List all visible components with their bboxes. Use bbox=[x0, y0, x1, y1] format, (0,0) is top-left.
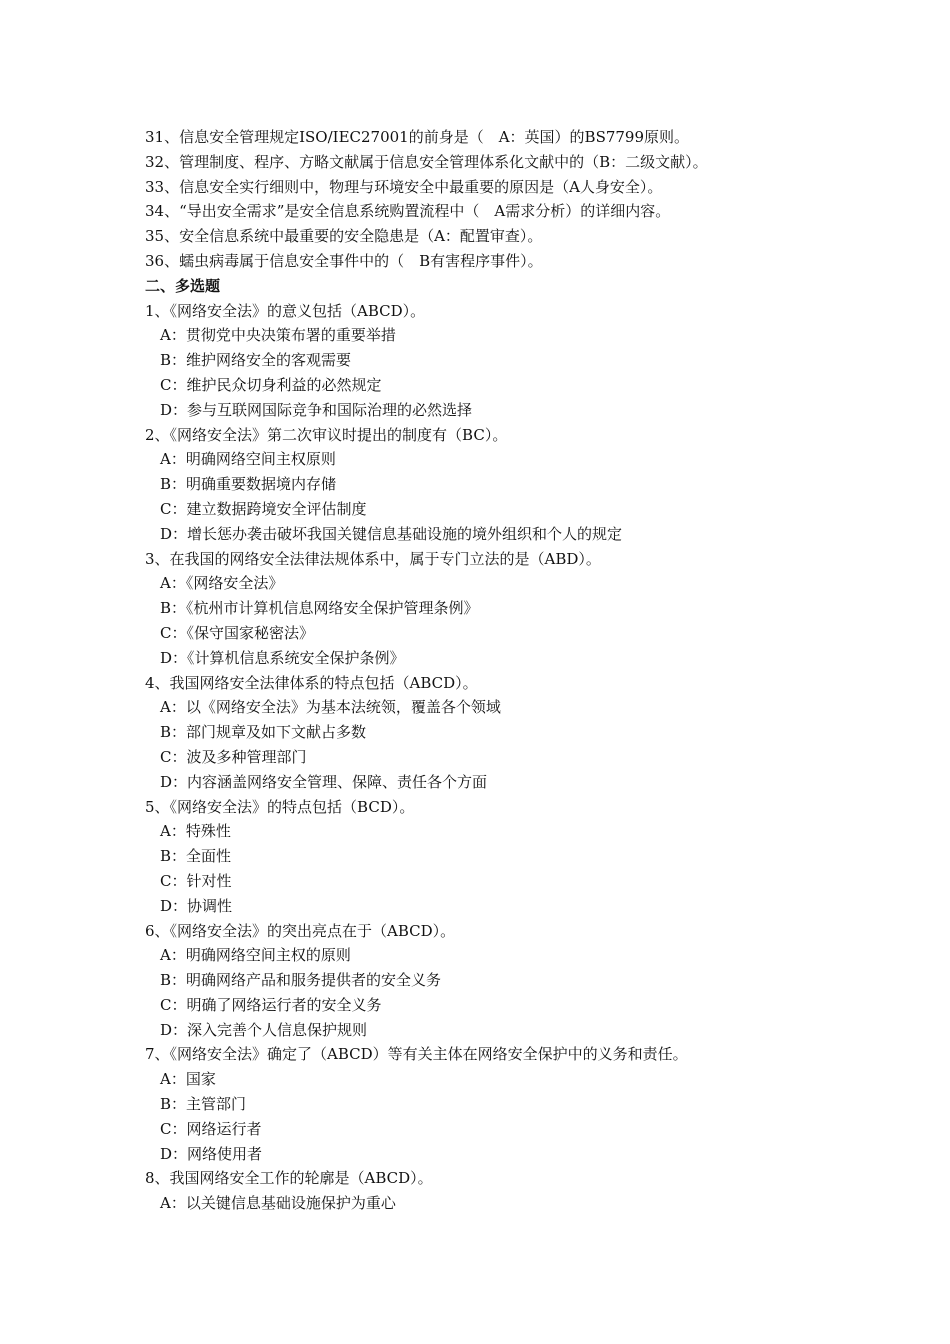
question-5 bbox=[145, 795, 925, 919]
question-7 bbox=[145, 1042, 925, 1166]
option-c: C：网络运行者 bbox=[160, 1119, 262, 1138]
question-6 bbox=[145, 919, 925, 1043]
answer-line-32: 32、管理制度、程序、方略文献属于信息安全管理体系化文献中的（B：二级文献）。 bbox=[145, 152, 708, 171]
option-d: D：内容涵盖网络安全管理、保障、责任各个方面 bbox=[160, 772, 488, 791]
answer-line-33: 33、信息安全实行细则中，物理与环境安全中最重要的原因是（A人身安全）。 bbox=[145, 177, 663, 196]
option-c: C：针对性 bbox=[160, 871, 232, 890]
option-d: D：增长惩办袭击破坏我国关键信息基础设施的境外组织和个人的规定 bbox=[160, 524, 623, 543]
option-d: D：参与互联网国际竞争和国际治理的必然选择 bbox=[160, 400, 473, 419]
option-c: C：明确了网络运行者的安全义务 bbox=[160, 995, 382, 1014]
option-d: D：深入完善个人信息保护规则 bbox=[160, 1020, 368, 1039]
option-b: B：维护网络安全的客观需要 bbox=[160, 351, 352, 370]
option-d: D：网络使用者 bbox=[160, 1144, 263, 1163]
option-a: A：贯彻党中央决策布署的重要举措 bbox=[160, 326, 396, 345]
answer-line-36: 36、蠕虫病毒属于信息安全事件中的（ B有害程序事件）。 bbox=[145, 251, 543, 270]
question-stem: 2、《网络安全法》第二次审议时提出的制度有（BC）。 bbox=[145, 425, 508, 444]
question-stem: 7、《网络安全法》确定了（ABCD）等有关主体在网络安全保护中的义务和责任。 bbox=[145, 1045, 688, 1064]
question-stem: 4、我国网络安全法律体系的特点包括（ABCD）。 bbox=[145, 673, 478, 692]
option-b: B：明确重要数据境内存储 bbox=[160, 475, 337, 494]
option-b: B：部门规章及如下文献占多数 bbox=[160, 723, 367, 742]
option-c: C：建立数据跨境安全评估制度 bbox=[160, 499, 367, 518]
option-b: B：明确网络产品和服务提供者的安全义务 bbox=[160, 971, 442, 990]
option-b: B：主管部门 bbox=[160, 1095, 247, 1114]
question-8 bbox=[145, 1166, 925, 1216]
question-3 bbox=[145, 547, 925, 671]
option-a: A：《网络安全法》 bbox=[160, 574, 284, 593]
option-a: A：明确网络空间主权原则 bbox=[160, 450, 336, 469]
option-a: A：以《网络安全法》为基本法统领，覆盖各个领域 bbox=[160, 698, 501, 717]
option-a: A：以关键信息基础设施保护为重心 bbox=[160, 1194, 396, 1213]
question-stem: 1、《网络安全法》的意义包括（ABCD）。 bbox=[145, 301, 426, 320]
option-b: B：《杭州市计算机信息网络安全保护管理条例》 bbox=[160, 599, 479, 618]
question-2 bbox=[145, 423, 925, 547]
option-c: C：维护民众切身利益的必然规定 bbox=[160, 375, 382, 394]
option-d: D：协调性 bbox=[160, 896, 233, 915]
option-b: B：全面性 bbox=[160, 847, 232, 866]
document-body bbox=[145, 125, 925, 1216]
answer-line-31: 31、信息安全管理规定ISO/IEC27001的前身是（ A：英国）的BS7799原则。 bbox=[145, 128, 690, 146]
option-c: C：波及多种管理部门 bbox=[160, 747, 307, 766]
option-a: A：特殊性 bbox=[160, 822, 231, 841]
question-stem: 5、《网络安全法》的特点包括（BCD）。 bbox=[145, 797, 415, 816]
section-heading: 二、多选题 bbox=[145, 276, 221, 295]
option-a: A：国家 bbox=[160, 1070, 216, 1089]
question-stem: 6、《网络安全法》的突出亮点在于（ABCD）。 bbox=[145, 921, 456, 940]
option-d: D：《计算机信息系统安全保护条例》 bbox=[160, 648, 405, 667]
answer-line-35: 35、安全信息系统中最重要的安全隐患是（A：配置审查）。 bbox=[145, 227, 543, 246]
single-choice-list bbox=[145, 125, 925, 274]
question-1 bbox=[145, 299, 925, 423]
question-4 bbox=[145, 671, 925, 795]
option-a: A：明确网络空间主权的原则 bbox=[160, 946, 351, 965]
answer-line-34: 34、“导出安全需求”是安全信息系统购置流程中（ A需求分析）的详细内容。 bbox=[145, 202, 671, 221]
question-stem: 3、在我国的网络安全法律法规体系中，属于专门立法的是（ABD）。 bbox=[145, 549, 601, 568]
question-stem: 8、我国网络安全工作的轮廓是（ABCD）。 bbox=[145, 1169, 433, 1188]
option-c: C：《保守国家秘密法》 bbox=[160, 623, 314, 642]
